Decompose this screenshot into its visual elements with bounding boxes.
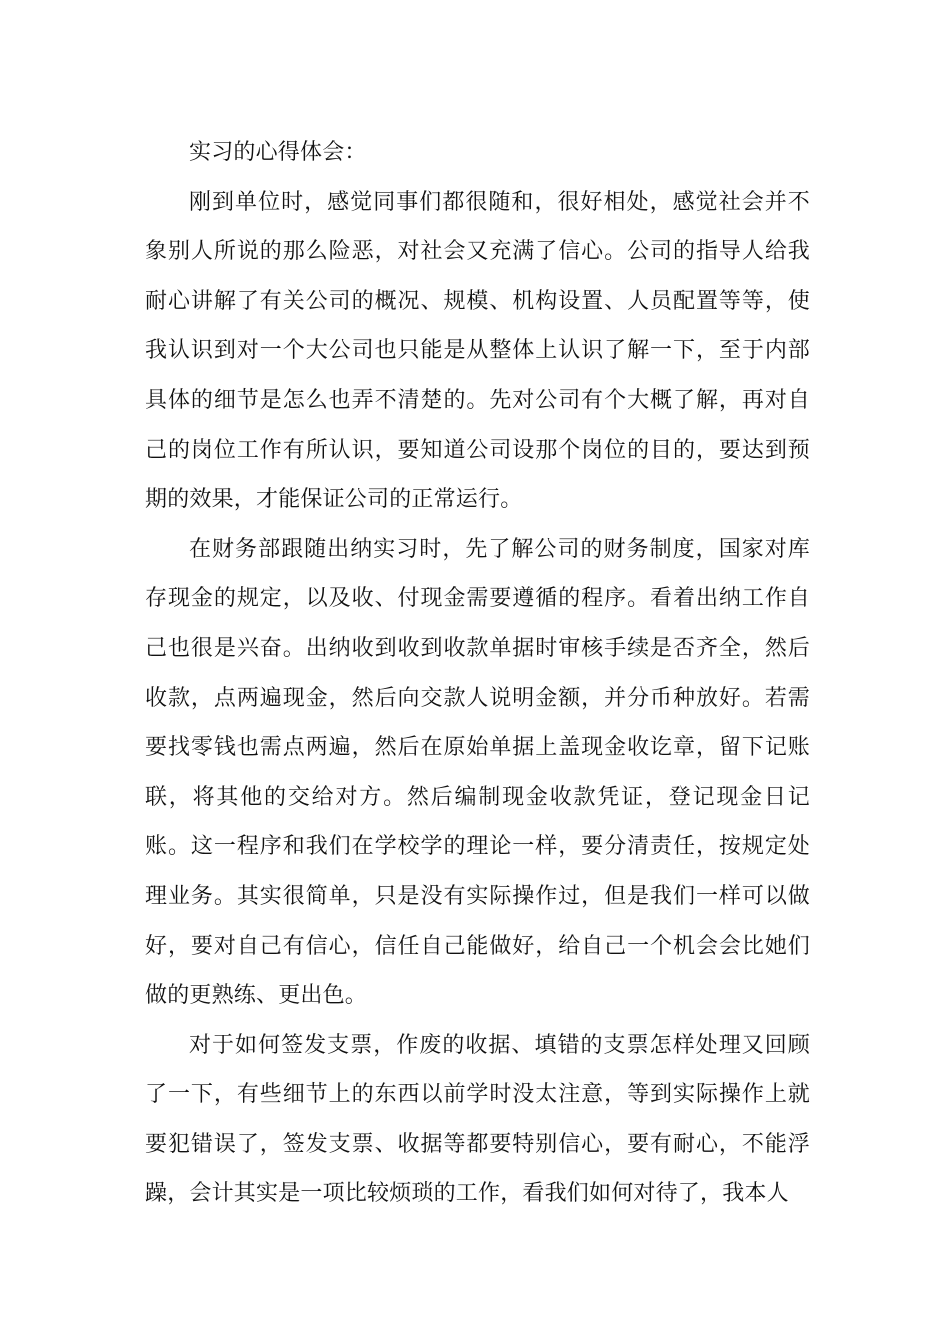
section-heading: 实习的心得体会： <box>189 140 367 165</box>
paragraph-3: 对于如何签发支票，作废的收据、填错的支票怎样处理又回顾了一下，有些细节上的东西以前学时没太注意，等到实际操作上就要犯错误了，签发支票、收据等都要特别信心，要有耐心，不能浮躁，会计其实是一项比较烦琐的工作，看我们如何对待了，我本人 <box>145 1032 810 1207</box>
document-body <box>145 128 810 1219</box>
paragraph-1: 刚到单位时，感觉同事们都很随和，很好相处，感觉社会并不象别人所说的那么险恶，对社会又充满了信心。公司的指导人给我耐心讲解了有关公司的概况、规模、机构设置、人员配置等等，使我认识到对一个大公司也只能是从整体上认识了解一下，至于内部具体的细节是怎么也弄不清楚的。先对公司有个大概了解，再对自己的岗位工作有所认识，要知道公司设那个岗位的目的，要达到预期的效果，才能保证公司的正常运行。 <box>145 189 810 513</box>
paragraph-2: 在财务部跟随出纳实习时，先了解公司的财务制度，国家对库存现金的规定，以及收、付现金需要遵循的程序。看着出纳工作自己也很是兴奋。出纳收到收到收款单据时审核手续是否齐全，然后收款，点两遍现金，然后向交款人说明金额，并分币种放好。若需要找零钱也需点两遍，然后在原始单据上盖现金收讫章，留下记账联，将其他的交给对方。然后编制现金收款凭证，登记现金日记账。这一程序和我们在学校学的理论一样，要分清责任，按规定处理业务。其实很简单，只是没有实际操作过，但是我们一样可以做好，要对自己有信心，信任自己能做好，给自己一个机会会比她们做的更熟练、更出色。 <box>145 536 810 1009</box>
